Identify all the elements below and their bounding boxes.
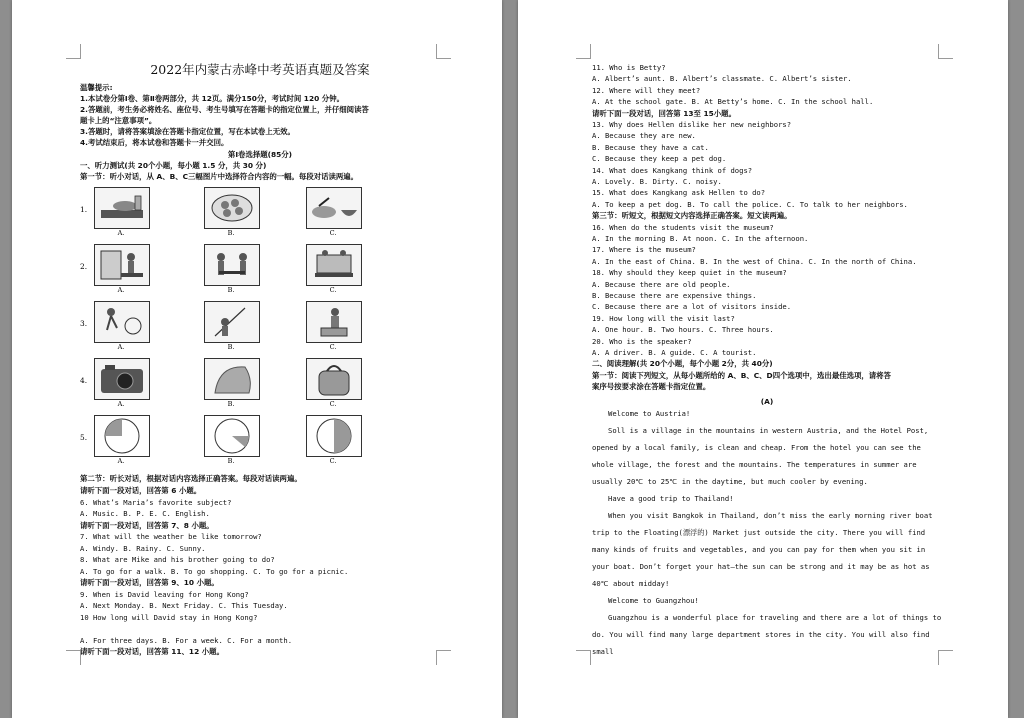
question-line: 13. Why does Hellen dislike her new neighbors? xyxy=(592,120,792,129)
picture-option xyxy=(306,187,362,229)
picture-option xyxy=(204,301,260,343)
picture-option xyxy=(306,415,362,457)
question-line: A. A driver. B. A guide. C. A tourist. xyxy=(592,348,757,357)
instruction-line: 请听下面一段对话，回答第 11、12 小题。 xyxy=(80,647,224,656)
question-line: A. Albert’s aunt. B. Albert’s classmate. C. Albert’s sister. xyxy=(592,74,852,84)
crop-mark xyxy=(576,44,591,59)
question-number: 4. xyxy=(80,376,88,385)
crop-mark xyxy=(938,44,953,59)
question-line: A. In the morning B. At noon. C. In the afternoon. xyxy=(592,234,809,243)
picture-option xyxy=(94,244,150,286)
question-line: A. To go for a walk. B. To go shopping. C. To go for a picnic. xyxy=(80,566,349,576)
paragraph: Welcome to Austria! xyxy=(608,409,691,418)
picture-option xyxy=(94,415,150,457)
option-label: C. xyxy=(329,286,337,294)
picture-question-row xyxy=(80,415,440,467)
picture-option xyxy=(204,187,260,229)
tip-line: 3.答题时，请将答案填涂在答题卡指定位置，写在本试卷上无效。 xyxy=(80,127,295,136)
instruction-line: 请听下面一段对话，回答第 6 小题。 xyxy=(80,486,202,495)
question-number: 1. xyxy=(80,205,88,214)
picture-option xyxy=(204,244,260,286)
passage-label: (A) xyxy=(760,397,774,406)
tip-line: 1.本试卷分第Ⅰ卷、第Ⅱ卷两部分，共 12页。满分150分，考试时间 120 分钟。 xyxy=(80,94,344,103)
question-line: B. Because they have a cat. xyxy=(592,142,709,152)
picture-option xyxy=(306,301,362,343)
instruction-line: 二、阅读理解(共 20个小题，每个小题 2分，共 40分) xyxy=(592,359,773,369)
picture-question-row xyxy=(80,301,440,353)
question-line: A. Next Monday. B. Next Friday. C. This Tuesday. xyxy=(80,601,288,610)
question-line: 16. When do the students visit the museum? xyxy=(592,222,774,232)
option-label: A. xyxy=(117,343,125,351)
question-line: 18. Why should they keep quiet in the museum? xyxy=(592,268,787,278)
option-label: B. xyxy=(227,343,235,351)
option-label: B. xyxy=(227,400,235,408)
question-line: 17. Where is the museum? xyxy=(592,245,696,255)
part-heading: 一、听力测试(共 20个小题，每小题 1.5 分，共 30 分) xyxy=(80,161,267,170)
crop-mark xyxy=(66,650,81,665)
option-label: B. xyxy=(227,286,235,294)
option-label: A. xyxy=(117,229,125,237)
page-title: 2022年内蒙古赤峰中考英语真题及答案 xyxy=(150,62,370,77)
question-line: A. Windy. B. Rainy. C. Sunny. xyxy=(80,543,206,553)
right-content xyxy=(592,62,942,662)
question-line: 11. Who is Betty? xyxy=(592,63,666,72)
paragraph: When you visit Bangkok in Thailand, don’t miss the early morning river boat trip to the Floating(漂浮的) Market just outside the city. There you will find many kinds of fruits and vegetables, and you can pay for them when you sit in your boat. Don’t forget your hat—the sun can be strong and it may be as hot as 40℃ about midday! xyxy=(592,511,933,588)
picture-option xyxy=(306,358,362,400)
paragraph: Soll is a village in the mountains in western Austria, and the Hotel Post, opened by a local family, is clean and cheap. From the hotel you can see the whole village, the forest and the mountains. The temperatures in summer are usually 20℃ to 25℃ in the daytime, but much cooler by evening. xyxy=(592,426,929,486)
question-line: 8. What are Mike and his brother going to do? xyxy=(80,555,275,564)
question-line: A. At the school gate. B. At Betty’s home. C. In the school hall. xyxy=(592,97,874,107)
picture-option xyxy=(94,301,150,343)
question-line: 6. What’s Maria’s favorite subject? xyxy=(80,497,232,507)
section-heading: 第Ⅰ卷选择题(85分) xyxy=(227,150,293,159)
tip-line: 2.答题前，考生务必将姓名、座位号、考生号填写在答题卡的指定位置上，并仔细阅读答 xyxy=(80,105,369,114)
question-line: C. Because they keep a pet dog. xyxy=(592,154,727,164)
option-label: B. xyxy=(227,229,235,237)
crop-mark xyxy=(66,44,81,59)
question-line: B. Because there are expensive things. xyxy=(592,291,757,300)
paragraph: Guangzhou is a wonderful place for traveling and there are a lot of things to do. You will find many large department stores in the city. You will also find small xyxy=(592,613,942,656)
picture-option xyxy=(94,187,150,229)
instruction-line: 第三节：听短文，根据短文内容选择正确答案。短文读两遍。 xyxy=(592,211,792,221)
question-line: C. Because there are a lot of visitors inside. xyxy=(592,302,792,312)
option-label: C. xyxy=(329,457,337,465)
crop-mark xyxy=(436,44,451,59)
question-line: A. Because there are old people. xyxy=(592,279,731,289)
question-line: 15. What does Kangkang ask Hellen to do? xyxy=(592,188,766,198)
instruction-line: 请听下面一段对话，回答第 9、10 小题。 xyxy=(80,578,219,587)
question-line: 20. Who is the speaker? xyxy=(592,336,692,346)
option-label: A. xyxy=(117,400,125,408)
question-line: A. One hour. B. Two hours. C. Three hours. xyxy=(592,325,774,335)
question-line: 12. Where will they meet? xyxy=(592,85,701,95)
instruction-line: 第一节：阅读下列短文，从每小题所给的 A、B、C、D四个选项中，选出最佳选项，请将答 xyxy=(592,370,891,380)
option-label: A. xyxy=(117,286,125,294)
option-label: C. xyxy=(329,343,337,351)
sub-heading: 第二节：听长对话，根据对话内容选择正确答案。每段对话读两遍。 xyxy=(80,474,302,483)
left-content xyxy=(80,60,440,660)
question-line: A. Lovely. B. Dirty. C. noisy. xyxy=(592,177,722,186)
instruction-line: 案序号按要求涂在答题卡指定位置。 xyxy=(592,382,711,392)
tips-heading: 温馨提示: xyxy=(80,83,113,92)
question-number: 3. xyxy=(80,319,88,328)
question-number: 2. xyxy=(80,262,88,271)
option-label: C. xyxy=(329,229,337,237)
question-line: 14. What does Kangkang think of dogs? xyxy=(592,165,753,175)
picture-option xyxy=(94,358,150,400)
crop-mark xyxy=(576,650,591,665)
question-line: 19. How long will the visit last? xyxy=(592,313,735,323)
instruction-line: 请听下面一段对话，回答第 13至 15小题。 xyxy=(592,108,736,118)
option-label: C. xyxy=(329,400,337,408)
picture-question-row xyxy=(80,244,440,296)
question-line: A. In the east of China. B. In the west of China. C. In the north of China. xyxy=(592,256,917,266)
document-page-right xyxy=(518,0,1008,718)
picture-question-row xyxy=(80,187,440,239)
document-page-left xyxy=(12,0,502,718)
question-line: A. To keep a pet dog. B. To call the police. C. To talk to her neighbors. xyxy=(592,199,908,209)
paragraph: Have a good trip to Thailand! xyxy=(608,494,734,503)
picture-option xyxy=(204,415,260,457)
option-label: A. xyxy=(117,457,125,465)
question-line: A. Music. B. P. E. C. English. xyxy=(80,509,210,518)
instruction-line: 请听下面一段对话，回答第 7、8 小题。 xyxy=(80,520,214,530)
paragraph: Welcome to Guangzhou! xyxy=(608,596,699,605)
question-line: 9. When is David leaving for Hong Kong? xyxy=(80,589,249,599)
question-line: 10 How long will David stay in Hong Kong? xyxy=(80,612,258,622)
tip-line: 题卡上的“注意事项”。 xyxy=(80,116,157,125)
option-label: B. xyxy=(227,457,235,465)
question-line: 7. What will the weather be like tomorrow? xyxy=(80,532,262,541)
picture-option xyxy=(204,358,260,400)
picture-question-row xyxy=(80,358,440,410)
picture-option xyxy=(306,244,362,286)
question-line: A. Because they are new. xyxy=(592,131,696,141)
question-number: 5. xyxy=(80,433,88,442)
sub-heading: 第一节：听小对话，从 A、B、C三幅图片中选择符合内容的一幅。每段对话读两遍。 xyxy=(80,172,359,181)
tip-line: 4.考试结束后，将本试卷和答题卡一并交回。 xyxy=(80,138,229,147)
question-line: A. For three days. B. For a week. C. For a month. xyxy=(80,635,293,645)
